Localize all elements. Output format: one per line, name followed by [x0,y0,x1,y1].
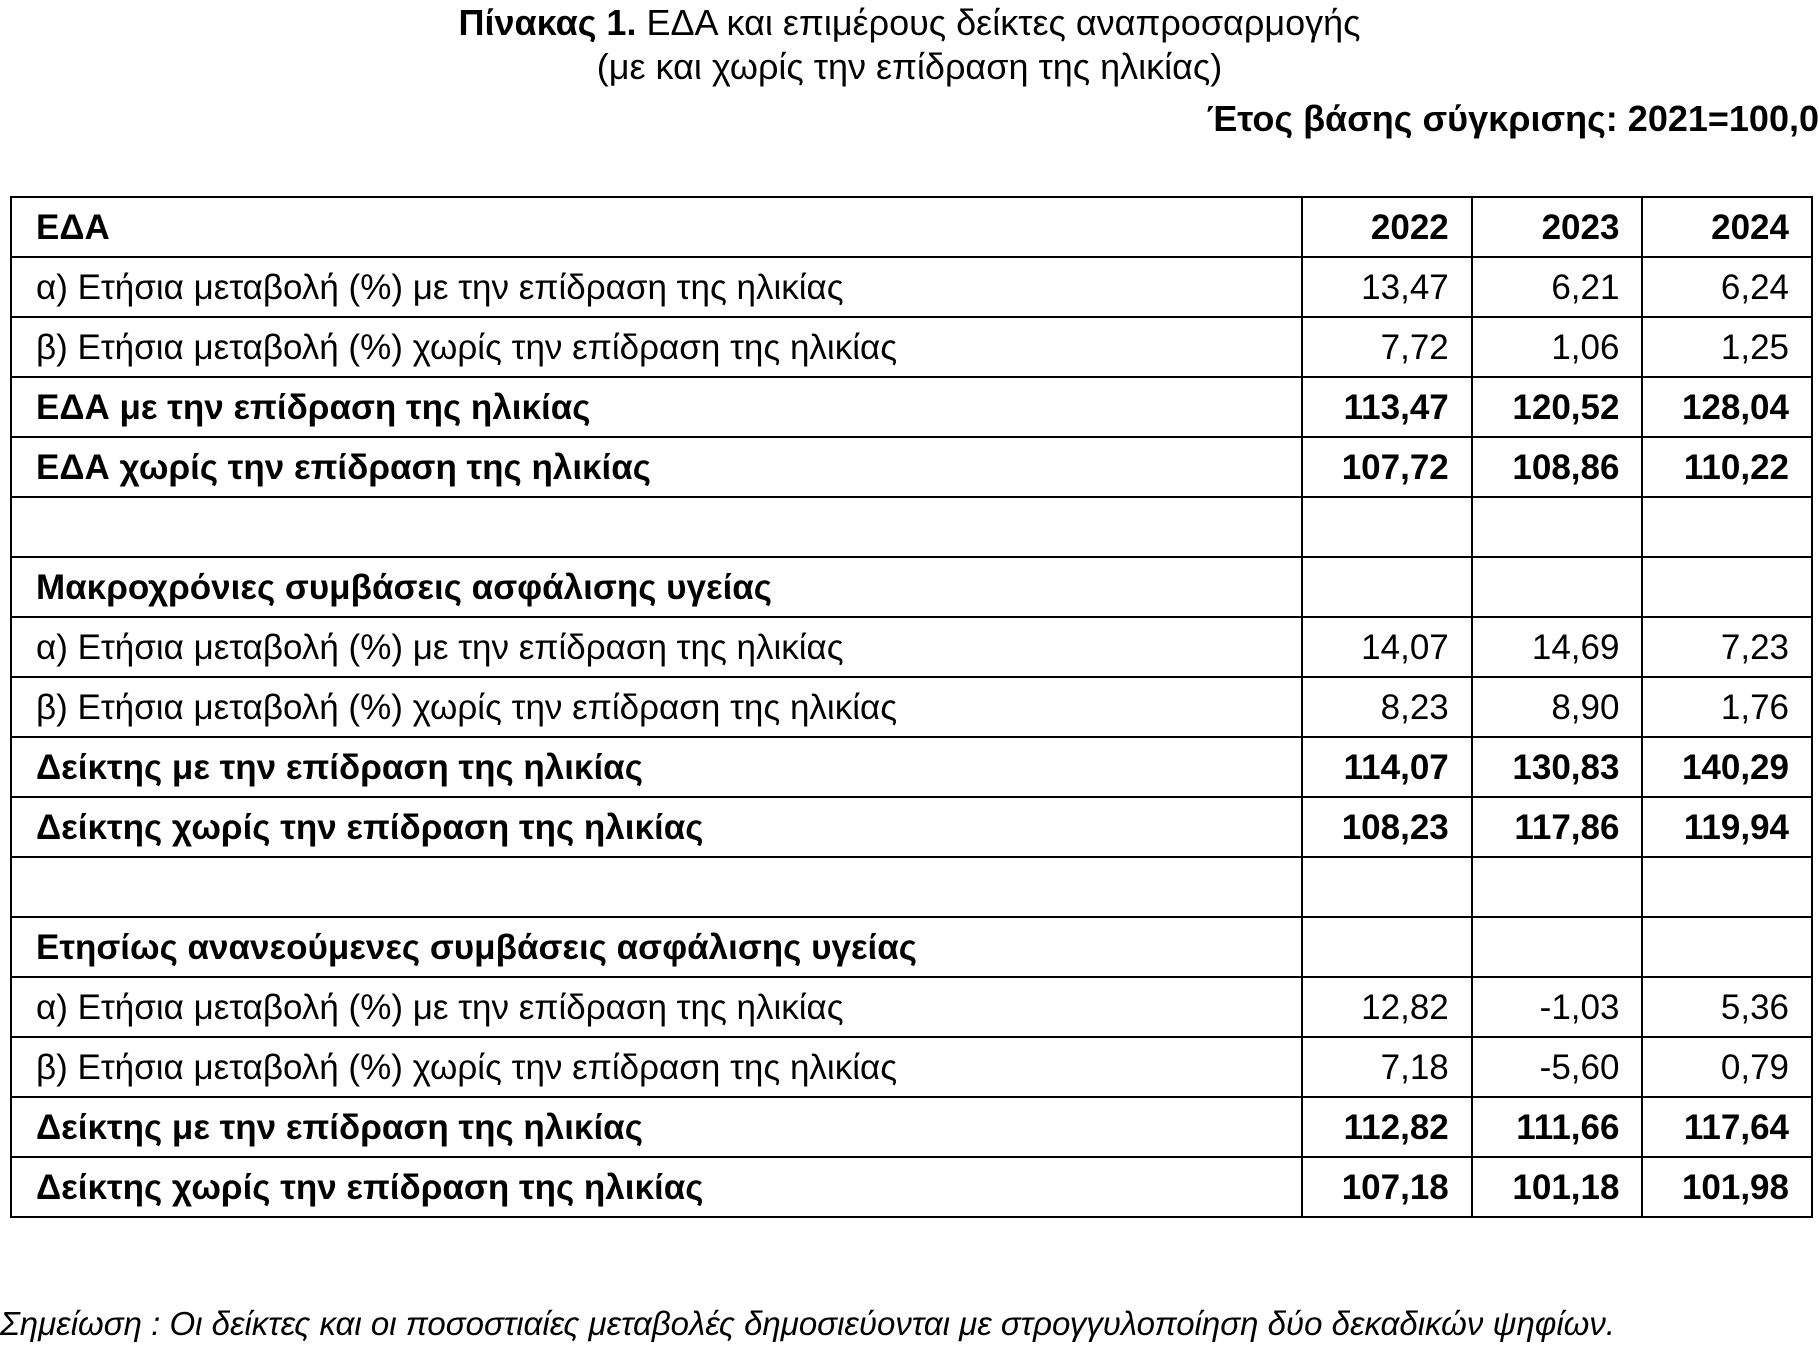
cell-value: 1,06 [1472,317,1643,377]
table-row [11,1037,1812,1097]
cell-value: 120,52 [1472,377,1643,437]
empty-cell [1642,917,1812,977]
base-year-label: Έτος βάσης σύγκρισης: 2021=100,0 [1206,98,1819,139]
cell-value: 101,18 [1472,1157,1643,1217]
spacer-row [11,497,1812,557]
section-heading: Μακροχρόνιες συμβάσεις ασφάλισης υγείας [11,557,1302,617]
table-row [11,1097,1812,1157]
cell-value: 117,64 [1642,1097,1812,1157]
row-label: α) Ετήσια μεταβολή (%) με την επίδραση της ηλικίας [11,977,1302,1037]
cell-value: 107,72 [1302,437,1472,497]
cell-value: 5,36 [1642,977,1812,1037]
empty-cell [1472,917,1643,977]
table-row [11,1157,1812,1217]
cell-value: 113,47 [1302,377,1472,437]
spacer-row [11,857,1812,917]
cell-value: 7,23 [1642,617,1812,677]
table-row [11,617,1812,677]
cell-value: 7,72 [1302,317,1472,377]
row-label: ΕΔΑ χωρίς την επίδραση της ηλικίας [11,437,1302,497]
cell-value: 14,69 [1472,617,1643,677]
table-row [11,737,1812,797]
row-label: Δείκτης χωρίς την επίδραση της ηλικίας [11,1157,1302,1217]
section-heading-row [11,917,1812,977]
cell-value: 112,82 [1302,1097,1472,1157]
empty-cell [1302,557,1472,617]
cell-value: 128,04 [1642,377,1812,437]
cell-value: -5,60 [1472,1037,1643,1097]
empty-cell [1472,557,1643,617]
cell-value: 110,22 [1642,437,1812,497]
cell-value: 7,18 [1302,1037,1472,1097]
cell-value: -1,03 [1472,977,1643,1037]
cell-value: 12,82 [1302,977,1472,1037]
cell-value: 114,07 [1302,737,1472,797]
empty-cell [1302,497,1472,557]
cell-value: 107,18 [1302,1157,1472,1217]
cell-value: 8,90 [1472,677,1643,737]
empty-cell [1472,857,1643,917]
cell-value: 1,76 [1642,677,1812,737]
table-row [11,977,1812,1037]
title-subtitle: (με και χωρίς την επίδραση της ηλικίας) [596,46,1223,87]
cell-value: 130,83 [1472,737,1643,797]
row-label: Δείκτης με την επίδραση της ηλικίας [11,1097,1302,1157]
cell-value: 1,25 [1642,317,1812,377]
cell-value: 108,86 [1472,437,1643,497]
empty-cell [11,857,1302,917]
footnote: Σημείωση : Οι δείκτες και οι ποσοστιαίες μεταβολές δημοσιεύονται με στρογγυλοποίηση δύο δεκαδικών ψηφίων. [0,1305,1616,1342]
cell-value: 6,21 [1472,257,1643,317]
row-label: α) Ετήσια μεταβολή (%) με την επίδραση της ηλικίας [11,257,1302,317]
row-label: Δείκτης χωρίς την επίδραση της ηλικίας [11,797,1302,857]
cell-value: 0,79 [1642,1037,1812,1097]
table-row [11,677,1812,737]
title-line-1 [0,2,1819,44]
year-header: 2024 [1642,197,1812,257]
row-label: β) Ετήσια μεταβολή (%) χωρίς την επίδραση της ηλικίας [11,677,1302,737]
cell-value: 101,98 [1642,1157,1812,1217]
cell-value: 6,24 [1642,257,1812,317]
cell-value: 8,23 [1302,677,1472,737]
cell-value: 140,29 [1642,737,1812,797]
table-row [11,317,1812,377]
table-row [11,377,1812,437]
section-heading-row [11,557,1812,617]
table-row [11,797,1812,857]
year-header: 2023 [1472,197,1643,257]
cell-value: 14,07 [1302,617,1472,677]
cell-value: 117,86 [1472,797,1643,857]
table-header-row [11,197,1812,257]
table-row [11,437,1812,497]
row-label: α) Ετήσια μεταβολή (%) με την επίδραση της ηλικίας [11,617,1302,677]
empty-cell [1472,497,1643,557]
empty-cell [11,497,1302,557]
title-text: ΕΔΑ και επιμέρους δείκτες αναπροσαρμογής [646,2,1361,43]
row-label: Δείκτης με την επίδραση της ηλικίας [11,737,1302,797]
empty-cell [1642,557,1812,617]
cell-value: 119,94 [1642,797,1812,857]
empty-cell [1302,857,1472,917]
year-header: 2022 [1302,197,1472,257]
empty-cell [1642,857,1812,917]
section-heading: Ετησίως ανανεούμενες συμβάσεις ασφάλισης υγείας [11,917,1302,977]
empty-cell [1642,497,1812,557]
cell-value: 108,23 [1302,797,1472,857]
index-table [10,196,1813,1218]
empty-cell [1302,917,1472,977]
row-label: β) Ετήσια μεταβολή (%) χωρίς την επίδραση της ηλικίας [11,317,1302,377]
header-label: ΕΔΑ [11,197,1302,257]
cell-value: 111,66 [1472,1097,1643,1157]
table-number: Πίνακας 1. [458,2,637,43]
table-row [11,257,1812,317]
row-label: ΕΔΑ με την επίδραση της ηλικίας [11,377,1302,437]
row-label: β) Ετήσια μεταβολή (%) χωρίς την επίδραση της ηλικίας [11,1037,1302,1097]
cell-value: 13,47 [1302,257,1472,317]
